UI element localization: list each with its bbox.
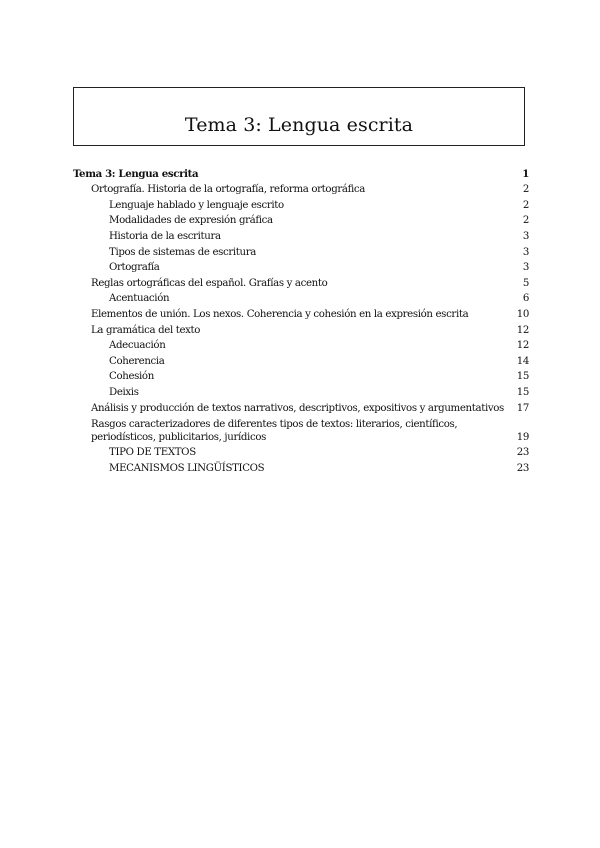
- toc-entry-text: Análisis y producción de textos narrativos, descriptivos, expositivos y argumentativos: [91, 402, 504, 414]
- toc-entry-text: MECANISMOS LINGÜÍSTICOS: [109, 462, 265, 474]
- toc-entry-text: Deixis: [109, 386, 139, 398]
- toc-entry[interactable]: [73, 196, 529, 212]
- toc-entry-page: 23: [516, 447, 529, 459]
- toc-entry[interactable]: [73, 290, 529, 306]
- toc-entry[interactable]: [73, 415, 529, 444]
- toc-entry[interactable]: [73, 399, 529, 415]
- title-box: [73, 87, 525, 146]
- toc-entry-text: Tema 3: Lengua escrita: [73, 167, 199, 180]
- toc-entry[interactable]: [73, 243, 529, 259]
- toc-entry[interactable]: [73, 337, 529, 353]
- toc-entry[interactable]: [73, 274, 529, 290]
- toc-entry-page: 2: [522, 184, 529, 196]
- toc-entry-text: TIPO DE TEXTOS: [109, 447, 196, 459]
- toc-entry-page: 12: [516, 340, 529, 352]
- toc-entry[interactable]: [73, 259, 529, 275]
- toc-entry-page: 14: [516, 355, 529, 367]
- toc-entry-text: Historia de la escritura: [109, 230, 221, 242]
- toc-entry-text: Rasgos caracterizadores de diferentes tipos de textos: literarios, científicos, periodísticos, publicitarios, jurídicos: [91, 418, 458, 443]
- toc-entry-page: 12: [516, 324, 529, 336]
- toc-entry-page: 19: [516, 431, 529, 443]
- toc-entry-page: 15: [516, 386, 529, 398]
- toc-entry-page: 3: [522, 246, 529, 258]
- toc-entry-page: 15: [516, 371, 529, 383]
- toc-entry-text: Elementos de unión. Los nexos. Coherencia y cohesión en la expresión escrita: [91, 308, 469, 320]
- toc-entry-page: 5: [522, 277, 529, 289]
- toc-entry-page: 1: [522, 167, 529, 180]
- toc-entry[interactable]: [73, 165, 529, 181]
- toc-entry-text: Acentuación: [109, 293, 170, 305]
- toc-entry[interactable]: [73, 459, 529, 475]
- toc-entry[interactable]: [73, 368, 529, 384]
- toc-entry-page: 10: [516, 308, 529, 320]
- toc-entry-text: Modalidades de expresión gráfica: [109, 215, 273, 227]
- toc-entry-text: Ortografía. Historia de la ortografía, reforma ortográfica: [91, 184, 366, 196]
- toc-entry[interactable]: [73, 227, 529, 243]
- toc-entry-page: 3: [522, 230, 529, 242]
- toc-entry-text: Reglas ortográficas del español. Grafías y acento: [91, 277, 328, 289]
- page-title: Tema 3: Lengua escrita: [184, 113, 414, 136]
- toc-entry-text: Lenguaje hablado y lenguaje escrito: [109, 199, 284, 211]
- toc-entry[interactable]: [73, 305, 529, 321]
- toc-entry-page: 6: [522, 293, 529, 305]
- toc-entry-text: Ortografía: [109, 262, 160, 274]
- toc-entry[interactable]: [73, 383, 529, 399]
- toc-entry-text: Coherencia: [109, 355, 165, 367]
- toc-entry[interactable]: [73, 444, 529, 460]
- toc-entry[interactable]: [73, 212, 529, 228]
- toc-entry-text: Tipos de sistemas de escritura: [109, 246, 256, 258]
- toc-entry-text: La gramática del texto: [91, 324, 201, 336]
- toc-entry[interactable]: [73, 321, 529, 337]
- toc-entry[interactable]: [73, 352, 529, 368]
- toc-entry-page: 23: [516, 462, 529, 474]
- toc-entry-page: 17: [516, 402, 529, 414]
- toc-entry-text: Cohesión: [109, 371, 154, 383]
- toc-entry-page: 2: [522, 199, 529, 211]
- toc-entry[interactable]: [73, 181, 529, 197]
- toc-entry-text: Adecuación: [109, 340, 166, 352]
- toc-entry-page: 3: [522, 262, 529, 274]
- toc-entry-page: 2: [522, 215, 529, 227]
- table-of-contents: [73, 165, 529, 475]
